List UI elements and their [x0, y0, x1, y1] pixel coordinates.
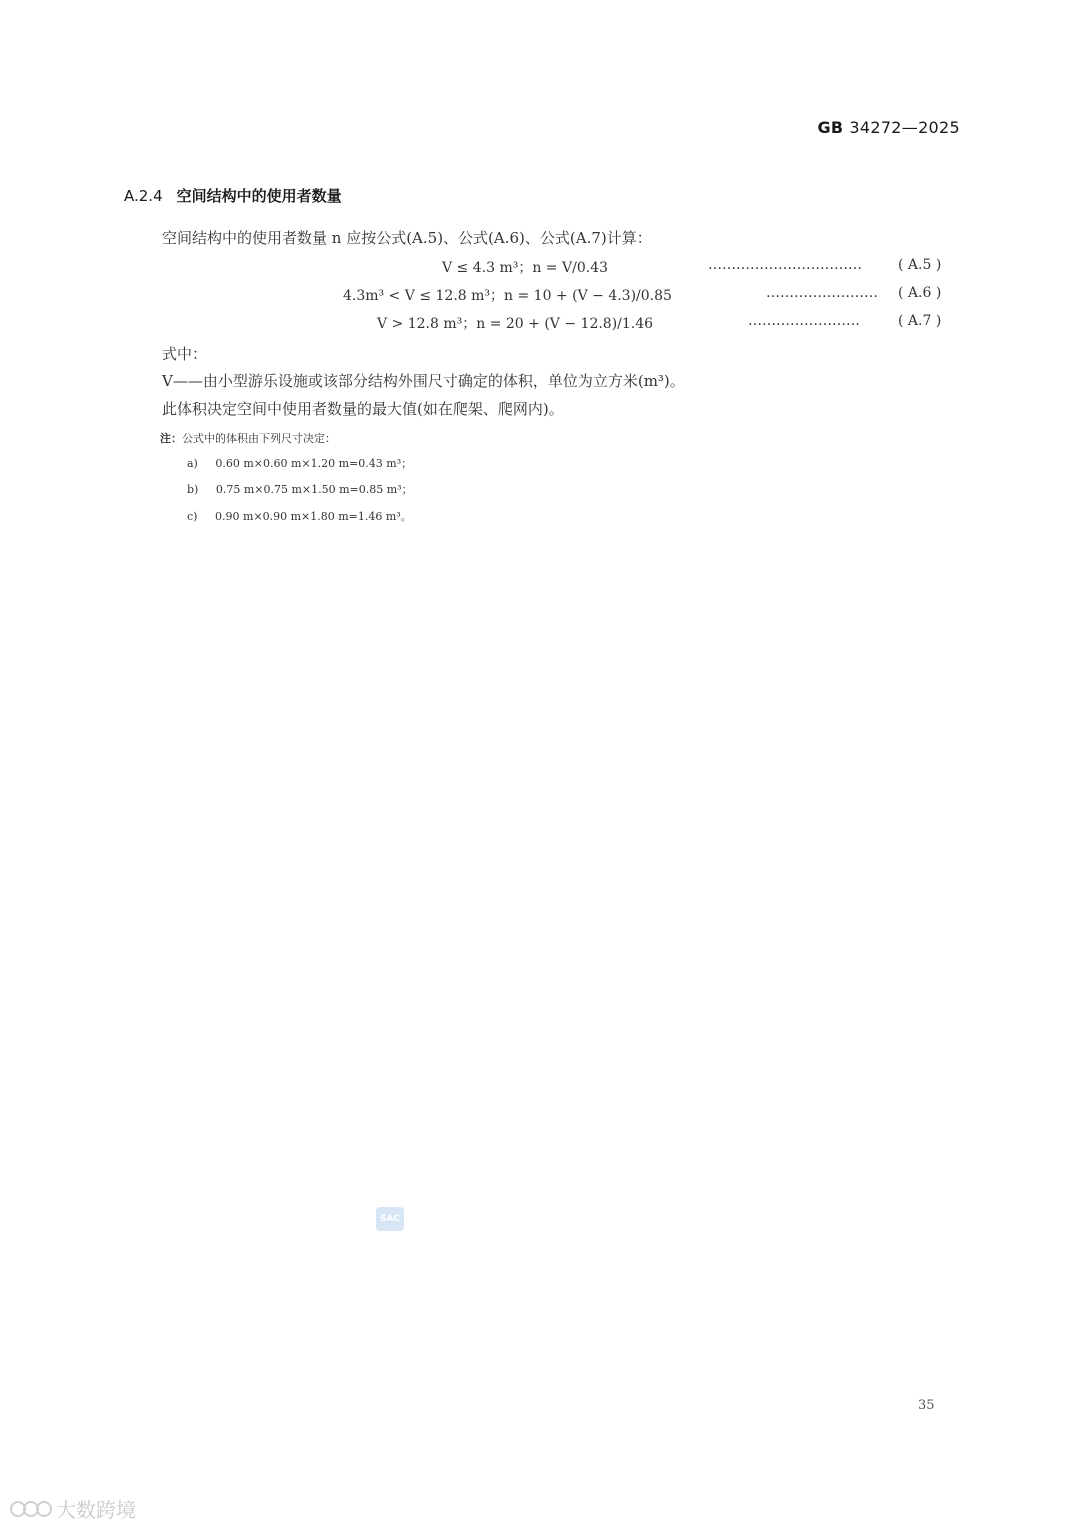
note-item-text: 0.60 m×0.60 m×1.20 m=0.43 m³；: [215, 457, 413, 470]
formula-a6-number: ( A.6 ): [898, 285, 942, 301]
where-label: 式中：: [162, 345, 208, 363]
formula-a5-number: ( A.5 ): [898, 257, 942, 273]
note-item-marker: b): [187, 483, 199, 496]
formula-a6-leader: ……………………: [766, 285, 878, 301]
watermark-text: 大数跨境: [56, 1498, 136, 1522]
note-text: 公式中的体积由下列尺寸决定：: [182, 432, 336, 445]
note-item: [187, 455, 412, 471]
page-number: 35: [918, 1398, 935, 1413]
speech-bubbles-icon: [10, 1499, 52, 1519]
standard-prefix: GB: [817, 118, 844, 137]
intro-paragraph: 空间结构中的使用者数量 n 应按公式(A.5)、公式(A.6)、公式(A.7)计算：: [162, 229, 652, 247]
formula-a7-leader: ……………………: [748, 313, 860, 329]
note-heading: [160, 430, 336, 446]
note-item-text: 0.90 m×0.90 m×1.80 m=1.46 m³。: [214, 510, 412, 523]
note-item-marker: a): [187, 457, 198, 470]
section-number: A.2.4: [124, 187, 163, 205]
formula-a5: V ≤ 4.3 m³；n = V/0.43: [442, 260, 608, 276]
note-item: [187, 481, 413, 497]
section-heading: [124, 185, 342, 206]
note-item: [187, 508, 412, 524]
variable-definition: V——由小型游乐设施或该部分结构外围尺寸确定的体积，单位为立方米(m³)。: [162, 372, 685, 390]
section-title: 空间结构中的使用者数量: [176, 187, 342, 205]
watermark: [10, 1494, 136, 1523]
definition-note: 此体积决定空间中使用者数量的最大值(如在爬架、爬网内)。: [162, 400, 564, 418]
sac-logo: SAC: [376, 1207, 404, 1231]
note-item-marker: c): [187, 510, 198, 523]
formula-a5-leader: ……………………………: [708, 257, 862, 273]
standard-code: 34272—2025: [849, 118, 960, 137]
formula-a6: 4.3m³ < V ≤ 12.8 m³；n = 10 + (V − 4.3)/0.85: [343, 288, 672, 304]
note-label: 注：: [160, 432, 182, 445]
document-header: [817, 118, 960, 137]
formula-a7-number: ( A.7 ): [898, 313, 942, 329]
formula-a7: V > 12.8 m³；n = 20 + (V − 12.8)/1.46: [377, 316, 654, 332]
note-item-text: 0.75 m×0.75 m×1.50 m=0.85 m³；: [215, 483, 413, 496]
